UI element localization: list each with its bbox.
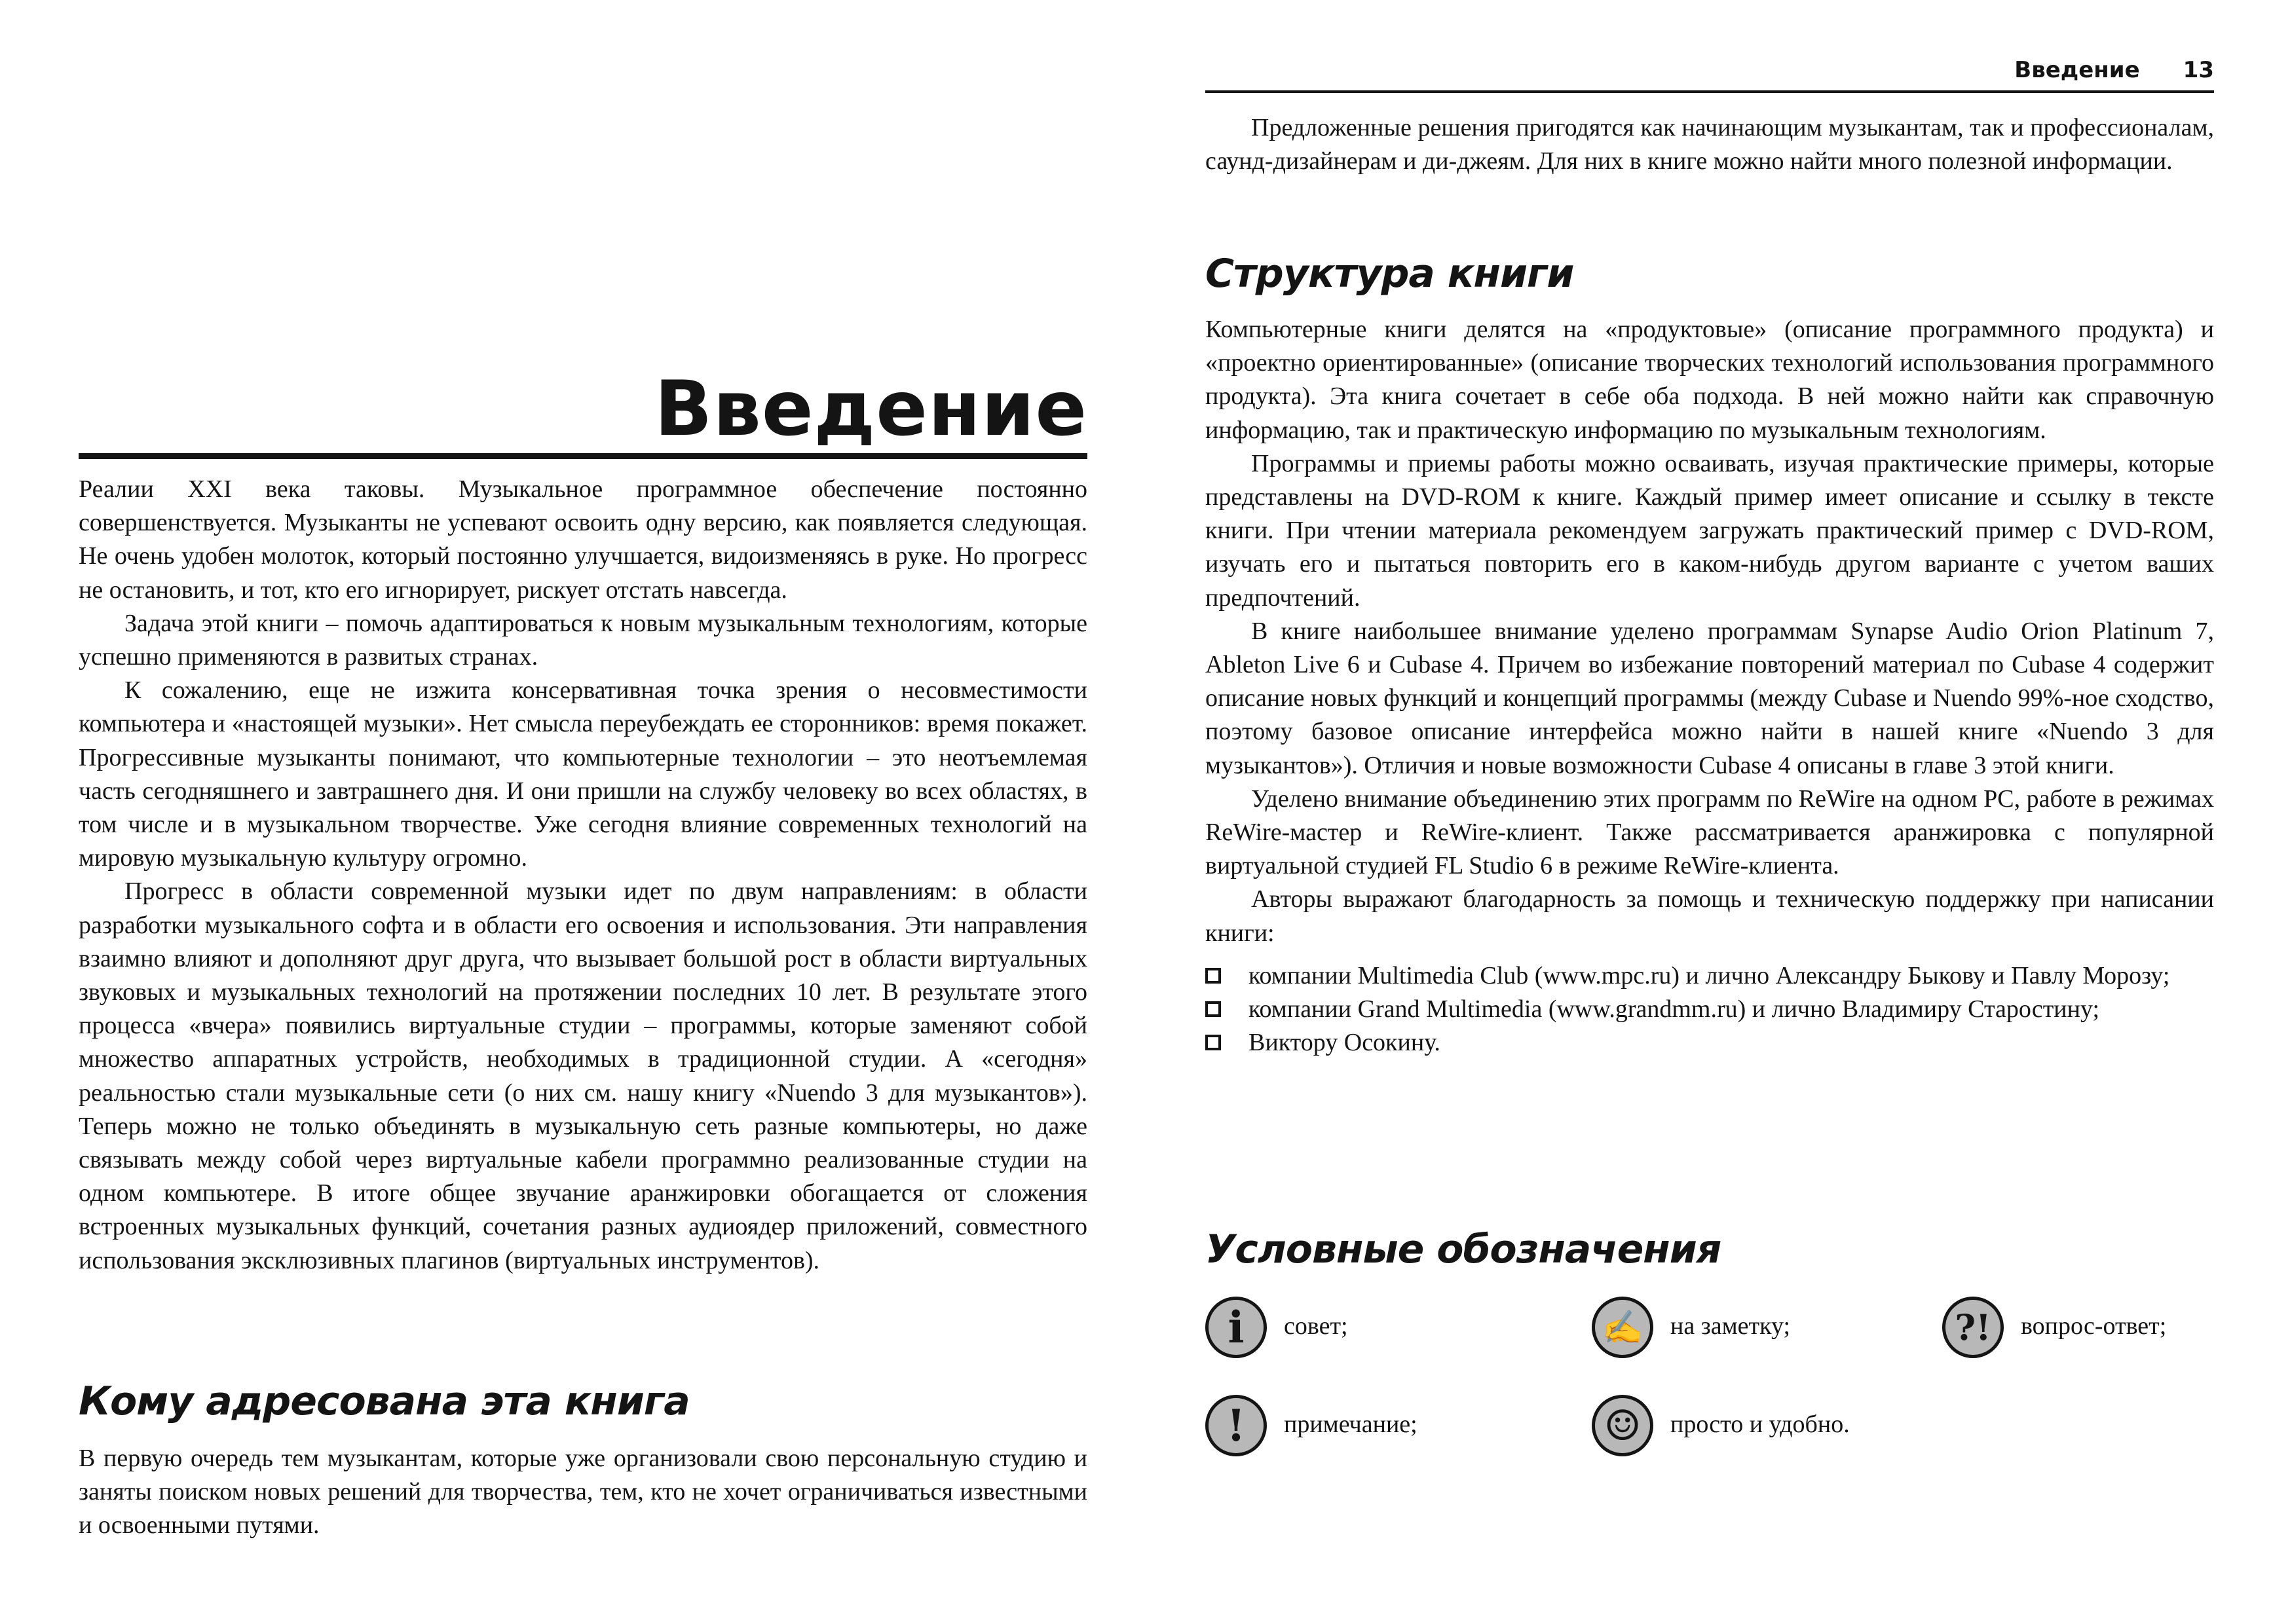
checkbox-bullet-icon (1205, 968, 1221, 984)
running-header-title: Введение (2014, 57, 2140, 83)
legend-label: примечание; (1284, 1411, 1417, 1438)
list-item-text: компании Grand Multimedia (www.grandmm.ru) и лично Владимиру Старостину; (1248, 995, 2100, 1024)
legend-label: на заметку; (1670, 1312, 1791, 1340)
thanks-list (1205, 959, 2214, 1060)
info-icon: i (1205, 1297, 1267, 1358)
chapter-title: Введение (654, 365, 1087, 453)
structure-paragraph: В книге наибольшее внимание уделено программам Synapse Audio Orion Platinum 7, Ableton Live 6 и Cubase 4. Причем во избежание повторений материал по Cubase 4 содержит описание новых функций и концепций программы (между Cubase и Nuendo 99%-ное сходство, поэтому базовое описание интерфейса можно найти в нашей книге «Nuendo 3 для музыкантов»). Отличия и новые возможности Cubase 4 описаны в главе 3 этой книги. (1205, 617, 2214, 779)
legend-label: просто и удобно. (1670, 1411, 1850, 1438)
structure-heading: Структура книги (1205, 251, 1574, 297)
running-header (1205, 54, 2214, 93)
list-item (1205, 959, 2214, 993)
list-item (1205, 993, 2214, 1026)
intro-paragraph: Реалии XXI века таковы. Музыкальное программное обеспечение постоянно совершенствуется. Музыканты не успевают освоить одну версию, как появляется следующая. Не очень удобен молоток, который постоянно улучшается, видоизменяясь в руке. Но прогресс не остановить, и тот, кто его игнорирует, рискует отстать навсегда. (79, 475, 1087, 604)
list-item-text: Виктору Осокину. (1248, 1029, 1440, 1057)
question-answer-icon: ?! (1942, 1297, 2004, 1358)
structure-text (1205, 313, 2214, 1060)
structure-paragraph: Уделено внимание объединению этих программ по ReWire на одном PC, работе в режимах ReWire-мастер и ReWire-клиент. Также рассматривается аранжировка с популярной виртуальной студией FL Studio 6 в режиме ReWire-клиента. (1205, 784, 2214, 880)
intro-text (79, 473, 1087, 1278)
list-item-text: компании Multimedia Club (www.mpc.ru) и лично Александру Быкову и Павлу Морозу; (1248, 961, 2170, 989)
legend-label: совет; (1284, 1312, 1348, 1340)
continuation-paragraph: Предложенные решения пригодятся как начинающим музыкантам, так и профессионалам, саунд-дизайнерам и ди-джеям. Для них в книге можно найти много полезной информации. (1205, 114, 2214, 175)
legend-label: вопрос-ответ; (2021, 1312, 2167, 1340)
checkbox-bullet-icon (1205, 1035, 1221, 1050)
structure-paragraph: Компьютерные книги делятся на «продуктовые» (описание программного продукта) и «проектно ориентированные» (описание творческих технологий использования программного продукта). Эта книга сочетает в себе оба подхода. В ней можно найти как справочную информацию, так и практическую информацию по музыкальным технологиям. (1205, 316, 2214, 444)
exclamation-icon: ! (1205, 1395, 1267, 1456)
checkbox-bullet-icon (1205, 1001, 1221, 1017)
structure-paragraph: Программы и приемы работы можно осваивать, изучая практические примеры, которые представлены на DVD-ROM к книге. Каждый пример имеет описание и ссылку в тексте книги. При чтении материала рекомендуем загружать практический пример с DVD-ROM, изучать его и пытаться повторить его в каком-нибудь другом варианте с учетом ваших предпочтений. (1205, 449, 2214, 612)
note-pen-icon: ✍ (1592, 1297, 1653, 1358)
audience-paragraph: В первую очередь тем музыкантам, которые уже организовали свою персональную студию и заняты поиском новых решений для творчества, тем, кто не хочет ограничиваться известными и освоенными путями. (79, 1445, 1087, 1540)
structure-paragraph: Авторы выражают благодарность за помощь и техническую поддержку при написании книги: (1205, 885, 2214, 947)
legend-heading: Условные обозначения (1205, 1227, 1721, 1272)
chapter-title-rule (79, 453, 1087, 459)
continuation-text (1205, 111, 2214, 178)
intro-paragraph: Прогресс в области современной музыки идет по двум направлениям: в области разработки музыкального софта и в области его освоения и использования. Эти направления взаимно влияют и дополняют друг друга, что вызывает большой рост в области виртуальных звуковых и музыкальных технологий на протяжении последних 10 лет. В результате этого процесса «вчера» появились виртуальные студии – программы, которые заменяют собой множество аппаратных устройств, необходимых в традиционной студии. А «сегодня» реальностью стали музыкальные сети (о них см. нашу книгу «Nuendo 3 для музыкантов»). Теперь можно не только объединять в музыкальную сеть разные компьютеры, но даже связывать между собой через виртуальные кабели программно реализованные студии на одном компьютере. В итоге общее звучание аранжировки обогащается от сложения встроенных музыкальных функций, сочетания разных аудиоядер приложений, совместного использования эксклюзивных плагинов (виртуальных инструментов). (79, 877, 1087, 1274)
smiley-icon: ☺ (1592, 1395, 1653, 1456)
audience-text (79, 1442, 1087, 1543)
intro-paragraph: К сожалению, еще не изжита консервативная точка зрения о несовместимости компьютера и «настоящей музыки». Нет смысла переубеждать ее сторонников: время покажет. Прогрессивные музыканты понимают, что компьютерные технологии – это неотъемлемая часть сегодняшнего и завтрашнего дня. И они пришли на службу человеку во всех областях, в том числе и в музыкальном творчестве. Уже сегодня влияние современных технологий на мировую музыкальную культуру огромно. (79, 676, 1087, 872)
list-item (1205, 1026, 2214, 1060)
intro-paragraph: Задача этой книги – помочь адаптироваться к новым музыкальным технологиям, которые успешно применяются в развитых странах. (79, 609, 1087, 671)
page-number: 13 (2183, 57, 2214, 83)
audience-heading: Кому адресована эта книга (79, 1378, 690, 1424)
legend (1205, 1297, 2214, 1467)
